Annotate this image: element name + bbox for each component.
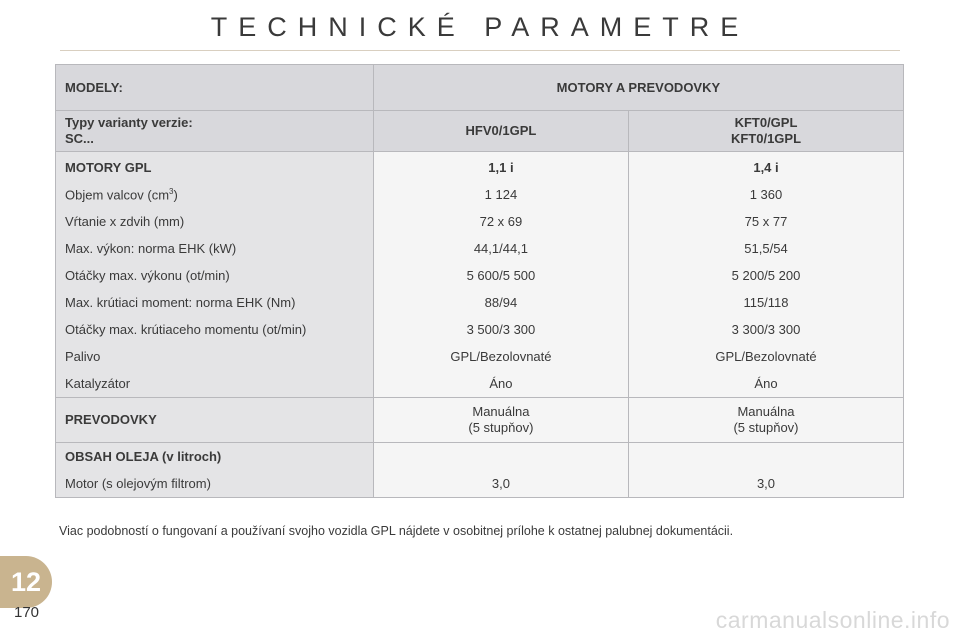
row-value-a: 72 x 69: [373, 208, 628, 235]
row-label: Max. krútiaci moment: norma EHK (Nm): [56, 289, 374, 316]
gearbox-row: [56, 398, 904, 443]
technical-parameters-table: [55, 64, 904, 498]
oil-row-label: Motor (s olejovým filtrom): [56, 470, 374, 498]
row-value-b: GPL/Bezolovnaté: [628, 343, 903, 370]
table-row: [56, 343, 904, 370]
title-divider: [60, 50, 900, 51]
gearbox-b: [628, 398, 903, 443]
row-value-a: GPL/Bezolovnaté: [373, 343, 628, 370]
table-row: [56, 370, 904, 398]
table-row: [56, 470, 904, 498]
motor-a: 1,1 i: [373, 152, 628, 182]
types-label-line1: Typy varianty verzie:: [65, 115, 193, 130]
types-row: [56, 111, 904, 152]
watermark: carmanualsonline.info: [715, 607, 950, 633]
row-value-b: 75 x 77: [628, 208, 903, 235]
table-row: [56, 316, 904, 343]
table-row: [56, 208, 904, 235]
table-row: [56, 181, 904, 208]
row-value-b: 51,5/54: [628, 235, 903, 262]
row-label: Otáčky max. výkonu (ot/min): [56, 262, 374, 289]
type-a: HFV0/1GPL: [373, 111, 628, 152]
table-row: [56, 289, 904, 316]
oil-section-label: OBSAH OLEJA (v litroch): [56, 443, 374, 471]
row-value-b: 1 360: [628, 181, 903, 208]
row-label: Vŕtanie x zdvih (mm): [56, 208, 374, 235]
oil-value-b: 3,0: [628, 470, 903, 498]
oil-section-row: [56, 443, 904, 471]
row-value-a: 1 124: [373, 181, 628, 208]
row-label: Max. výkon: norma EHK (kW): [56, 235, 374, 262]
row-label: Katalyzátor: [56, 370, 374, 398]
row-label: Palivo: [56, 343, 374, 370]
models-label: MODELY:: [56, 65, 374, 111]
row-value-a: 44,1/44,1: [373, 235, 628, 262]
motor-section-row: [56, 152, 904, 182]
engines-header: MOTORY A PREVODOVKY: [373, 65, 903, 111]
row-value-a: Áno: [373, 370, 628, 398]
row-value-a: 3 500/3 300: [373, 316, 628, 343]
type-b-line1: KFT0/GPL: [734, 115, 798, 130]
table-row: [56, 262, 904, 289]
row-value-b: 3 300/3 300: [628, 316, 903, 343]
oil-section-a-empty: [373, 443, 628, 471]
motor-b: 1,4 i: [628, 152, 903, 182]
page-number: 170: [14, 604, 40, 621]
gearbox-a: [373, 398, 628, 443]
row-value-b: 115/118: [628, 289, 903, 316]
types-label: [56, 111, 374, 152]
oil-section-b-empty: [628, 443, 903, 471]
superscript: 3: [169, 186, 174, 196]
footnote: Viac podobností o fungovaní a používaní svojho vozidla GPL nájdete v osobitnej prílohe k ostatnej palubnej dokumentácii.: [59, 524, 734, 538]
row-label: Objem valcov $(cm^3)$: [56, 181, 374, 208]
oil-value-a: 3,0: [373, 470, 628, 498]
row-value-b: Áno: [628, 370, 903, 398]
gearbox-b-gears: (5 stupňov): [733, 420, 799, 435]
type-b-line2: KFT0/1GPL: [730, 131, 802, 146]
gearbox-b-type: Manuálna: [737, 404, 795, 419]
types-label-line2: SC...: [65, 131, 94, 146]
gearbox-a-type: Manuálna: [472, 404, 530, 419]
gearbox-label: PREVODOVKY: [56, 398, 374, 443]
row-label: Otáčky max. krútiaceho momentu (ot/min): [56, 316, 374, 343]
motor-section-label: MOTORY GPL: [56, 152, 374, 182]
table-row: [56, 235, 904, 262]
row-value-a: 5 600/5 500: [373, 262, 628, 289]
page-title: TECHNICKÉ PARAMETRE: [210, 12, 750, 42]
gearbox-a-gears: (5 stupňov): [468, 420, 534, 435]
chapter-badge: 12: [0, 556, 52, 608]
type-b: [628, 111, 903, 152]
row-value-a: 88/94: [373, 289, 628, 316]
table-header-row: [56, 65, 904, 111]
row-value-b: 5 200/5 200: [628, 262, 903, 289]
